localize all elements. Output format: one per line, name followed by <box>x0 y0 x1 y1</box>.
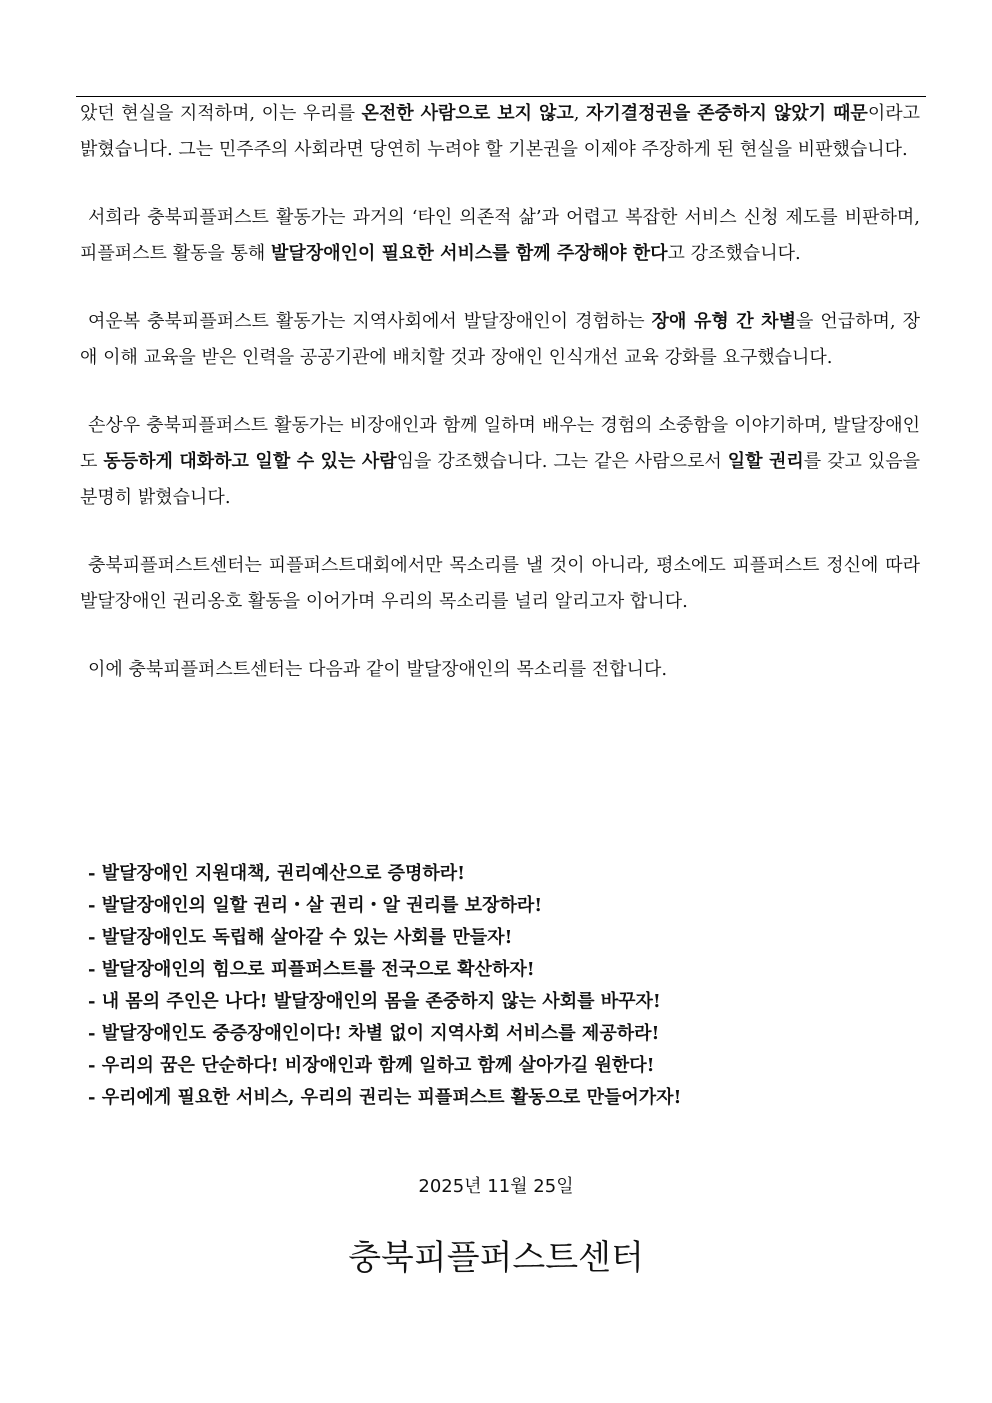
paragraph-1-emphasis-2: 자기결정권을 존중하지 않았기 때문 <box>585 103 868 124</box>
paragraph-6 <box>80 652 920 688</box>
paragraph-3-emphasis-1: 장애 유형 간 차별 <box>651 311 796 332</box>
statement-body <box>80 96 920 720</box>
paragraph-1-run-1: 았던 현실을 지적하며, 이는 우리를 <box>80 103 362 124</box>
demand-item: - 우리의 꿈은 단순하다! 비장애인과 함께 일하고 함께 살아가길 원한다! <box>88 1055 655 1076</box>
demands-list <box>88 858 918 1114</box>
statement-date: 2025년 11월 25일 <box>418 1176 574 1197</box>
paragraph-4-emphasis-2: 일할 권리 <box>727 451 804 472</box>
demand-item: - 발달장애인도 중증장애인이다! 차별 없이 지역사회 서비스를 제공하라! <box>88 1023 660 1044</box>
paragraph-2-emphasis-1: 발달장애인이 필요한 서비스를 함께 주장해야 한다 <box>271 243 668 264</box>
paragraph-3-run-3: 을 언급하며, 장애 이해 교육을 받은 인력을 공공기관에 배치할 것과 장애인 인식개선 교육 강화를 요구했습니다. <box>80 311 921 368</box>
paragraph-1-emphasis-1: 온전한 사람으로 보지 않고 <box>361 103 574 124</box>
paragraph-1-run-3: , <box>573 103 586 124</box>
paragraph-4-run-1: 손상우 충북피플퍼스트 활동가는 비장애인과 함께 일하며 배우는 경험의 소중함을 이야기하며, 발달장애인도 <box>80 415 920 472</box>
demand-item: - 발달장애인의 일할 권리・살 권리・알 권리를 보장하라! <box>88 895 543 916</box>
paragraph-4-emphasis-1: 동등하게 대화하고 일할 수 있는 사람 <box>103 451 397 472</box>
demand-item: - 발달장애인의 힘으로 피플퍼스트를 전국으로 확산하자! <box>88 959 535 980</box>
paragraph-1 <box>80 96 920 168</box>
paragraph-2 <box>80 200 920 272</box>
demand-item: - 발달장애인도 독립해 살아갈 수 있는 사회를 만들자! <box>88 927 513 948</box>
demand-item: - 발달장애인 지원대책, 권리예산으로 증명하라! <box>88 863 466 884</box>
paragraph-3-run-1: 여운복 충북피플퍼스트 활동가는 지역사회에서 발달장애인이 경험하는 <box>88 311 652 332</box>
paragraph-1-run-5: 이라고 밝혔습니다. 그는 민주주의 사회라면 당연히 누려야 할 기본권을 이제야 주장하게 된 현실을 비판했습니다. <box>80 103 920 160</box>
paragraph-3 <box>80 304 920 376</box>
paragraph-5 <box>80 548 920 620</box>
organization-name: 충북피플퍼스트센터 <box>348 1238 644 1278</box>
demand-item: - 내 몸의 주인은 나다! 발달장애인의 몸을 존중하지 않는 사회를 바꾸자! <box>88 991 661 1012</box>
paragraph-5-run-1: 충북피플퍼스트센터는 피플퍼스트대회에서만 목소리를 낼 것이 아니라, 평소에도 피플퍼스트 정신에 따라 발달장애인 권리옹호 활동을 이어가며 우리의 목소리를 널리 알리고자 합니다. <box>80 555 920 612</box>
paragraph-2-run-3: 고 강조했습니다. <box>667 243 801 264</box>
paragraph-2-run-1: 서희라 충북피플퍼스트 활동가는 과거의 ‘타인 의존적 삶’과 어렵고 복잡한 서비스 신청 제도를 비판하며, 피플퍼스트 활동을 통해 <box>80 207 920 264</box>
paragraph-4-run-3: 임을 강조했습니다. 그는 같은 사람으로서 <box>396 451 728 472</box>
paragraph-6-run-1: 이에 충북피플퍼스트센터는 다음과 같이 발달장애인의 목소리를 전합니다. <box>88 659 668 680</box>
paragraph-4 <box>80 408 920 516</box>
paragraph-4-run-5: 를 갖고 있음을 분명히 밝혔습니다. <box>80 451 920 508</box>
demand-item: - 우리에게 필요한 서비스, 우리의 권리는 피플퍼스트 활동으로 만들어가자! <box>88 1087 682 1108</box>
